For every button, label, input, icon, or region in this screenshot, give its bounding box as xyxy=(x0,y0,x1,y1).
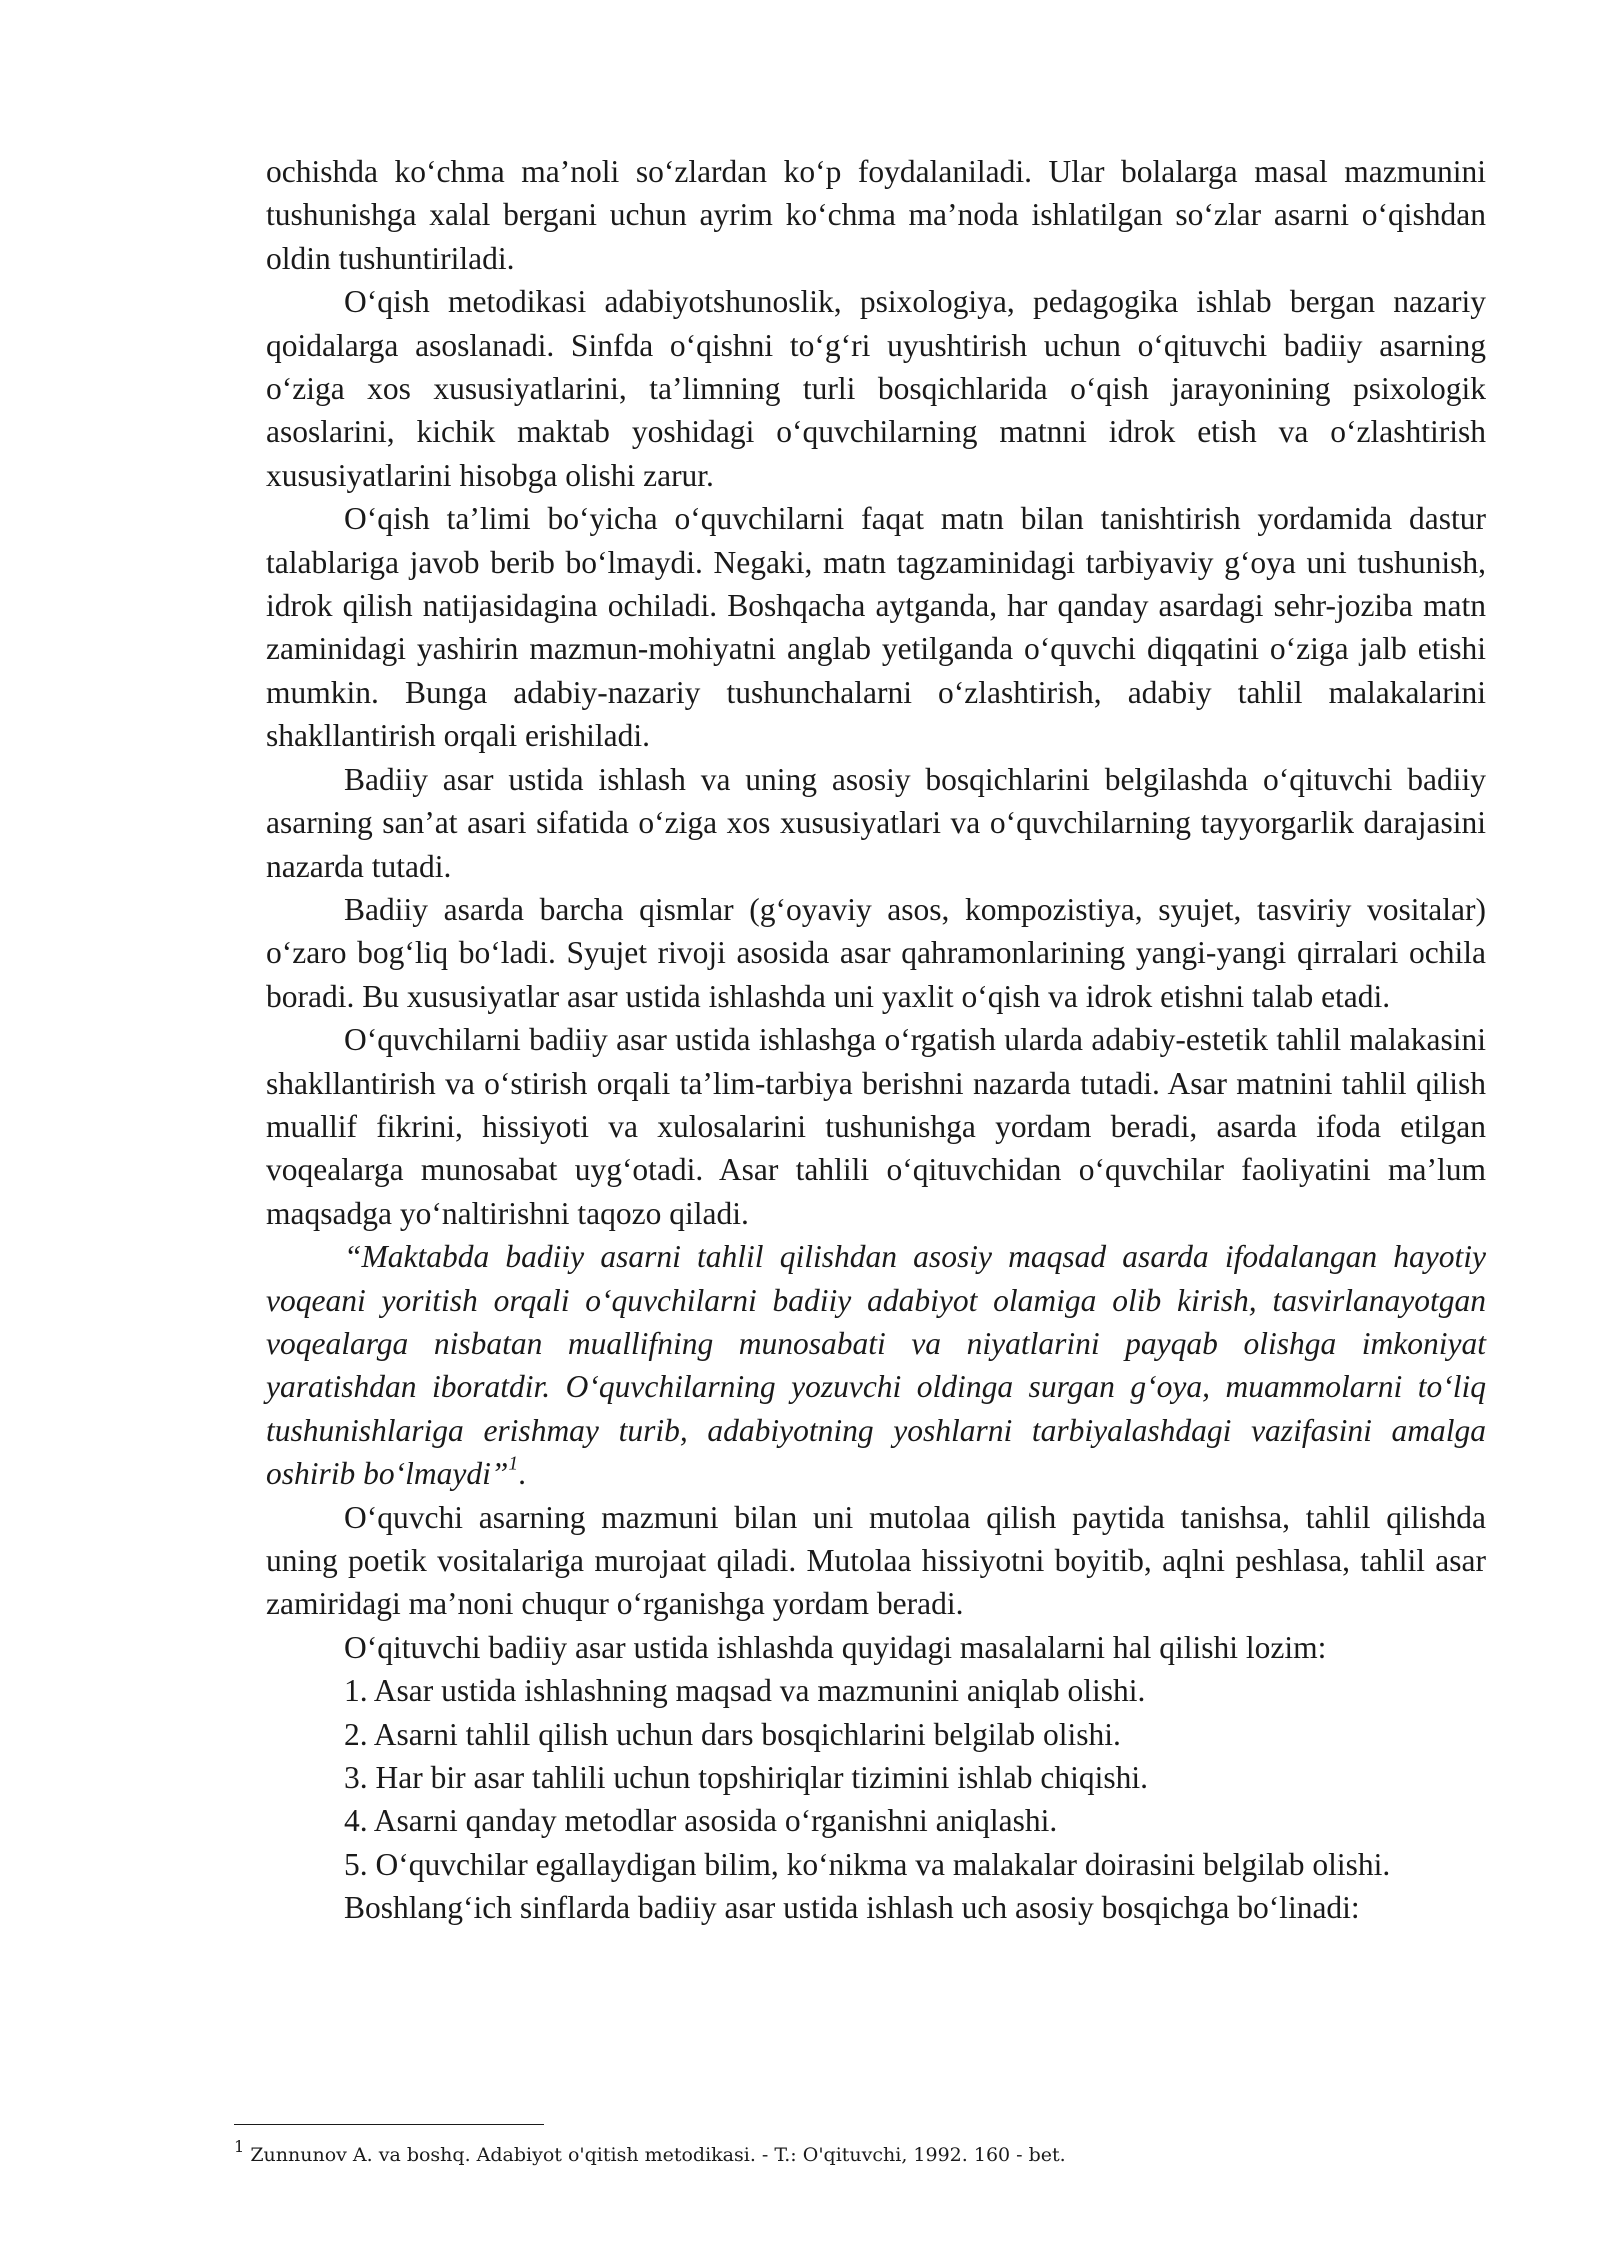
quote-end: . xyxy=(518,1456,527,1492)
paragraph-1: ochishda ko‘chma ma’noli so‘zlardan ko‘p foydalaniladi. Ular bolalarga masal mazmunini tushunishga xalal bergani uchun ayrim ko‘chma ma’noda ishlatilgan so‘zlar asarni o‘qishdan oldin tushuntiriladi. xyxy=(266,154,1486,276)
paragraph-5: Badiiy asarda barcha qismlar (g‘oyaviy asos, kompozistiya, syujet, tasviriy vositalar) o‘zaro bog‘liq bo‘ladi. Syujet rivoji asosida asar qahramonlarining yangi-yangi qirralari ochila boradi. Bu xususiyatlar asar ustida ishlashda uni yaxlit o‘qish va idrok etishni talab etadi. xyxy=(266,891,1486,1014)
quote-text: “Maktabda badiiy asarni tahlil qilishdan asosiy maqsad asarda ifodalangan hayotiy voqeani yoritish orqali o‘quvchilarni badiiy adabiyot olamiga olib kirish, tasvirlanayotgan voqealarga nisbatan muallifning munosabati va niyatlarini payqab olishga imkoniyat yaratishdan iboratdir. O‘quvchilarning yozuvchi oldinga surgan g‘oya, muammolarni to‘liq tushunishlariga erishmay turib, adabiyotning yoshlarni tarbiyalashdagi vazifasini amalga oshirib bo‘lmaydi” xyxy=(266,1239,1486,1492)
footnote-divider xyxy=(234,2124,544,2125)
footnote xyxy=(234,2137,1494,2168)
list-item-1: 1. Asar ustida ishlashning maqsad va mazmunini aniqlab olishi. xyxy=(344,1673,1146,1709)
list-item-4: 4. Asarni qanday metodlar asosida o‘rganishni aniqlashi. xyxy=(344,1803,1058,1839)
paragraph-6: O‘quvchilarni badiiy asar ustida ishlashga o‘rgatish ularda adabiy-estetik tahlil malakasini shakllantirish va o‘stirish orqali ta’lim-tarbiya berishni nazarda tutadi. Asar matnini tahlil qilish muallif fikrini, hissiyoti va xulosalarini tushunishga yordam beradi, asarda ifoda etilgan voqealarga munosabat uyg‘otadi. Asar tahlili o‘qituvchidan o‘quvchilar faoliyatini ma’lum maqsadga yo‘naltirishni taqozo qiladi. xyxy=(266,1022,1486,1231)
page-body xyxy=(266,150,1486,1930)
footnote-text: Zunnunov A. va boshq. Adabiyot o'qitish metodikasi. - T.: O'qituvchi, 1992. 160 - bet. xyxy=(250,2144,1066,2166)
footnote-mark: 1 xyxy=(234,2137,245,2157)
paragraph-4: Badiiy asar ustida ishlash va uning asosiy bosqichlarini belgilashda o‘qituvchi badiiy asarning san’at asari sifatida o‘ziga xos xususiyatlari va o‘quvchilarning tayyorgarlik darajasini nazarda tutadi. xyxy=(266,761,1486,884)
paragraph-9: Boshlang‘ich sinflarda badiiy asar ustida ishlash uch asosiy bosqichga bo‘linadi: xyxy=(344,1890,1360,1926)
list-item-3: 3. Har bir asar tahlili uchun topshiriqlar tizimini ishlab chiqishi. xyxy=(344,1760,1148,1796)
list-item-5: 5. O‘quvchilar egallaydigan bilim, ko‘nikma va malakalar doirasini belgilab olishi. xyxy=(344,1846,1391,1882)
list-item-2: 2. Asarni tahlil qilish uchun dars bosqichlarini belgilab olishi. xyxy=(344,1716,1121,1752)
quote-paragraph xyxy=(266,1235,1486,1495)
footnote-reference[interactable]: 1 xyxy=(508,1453,519,1475)
paragraph-7: O‘quvchi asarning mazmuni bilan uni mutolaa qilish paytida tanishsa, tahlil qilishda uning poetik vositalariga murojaat qiladi. Mutolaa hissiyotni boyitib, aqlni peshlasa, tahlil asar zamiridagi ma’noni chuqur o‘rganishga yordam beradi. xyxy=(266,1499,1486,1622)
paragraph-2: O‘qish metodikasi adabiyotshunoslik, psixologiya, pedagogika ishlab bergan nazariy qoidalarga asoslanadi. Sinfda o‘qishni to‘g‘ri uyushtirish uchun o‘qituvchi badiiy asarning o‘ziga xos xususiyatlarini, ta’limning turli bosqichlarida o‘qish jarayonining psixologik asoslarini, kichik maktab yoshidagi o‘quvchilarning matnni idrok etish va o‘zlashtirish xususiyatlarini hisobga olishi zarur. xyxy=(266,284,1486,493)
paragraph-3: O‘qish ta’limi bo‘yicha o‘quvchilarni faqat matn bilan tanishtirish yordamida dastur talablariga javob berib bo‘lmaydi. Negaki, matn tagzaminidagi tarbiyaviy g‘oya uni tushunish, idrok qilish natijasidagina ochiladi. Boshqacha aytganda, har qanday asardagi sehr-joziba matn zaminidagi yashirin mazmun-mohiyatni anglab yetilganda o‘quvchi diqqatini o‘ziga jalb etishi mumkin. Bunga adabiy-nazariy tushunchalarni o‘zlashtirish, adabiy tahlil malakalarini shakllantirish orqali erishiladi. xyxy=(266,501,1486,754)
paragraph-8: O‘qituvchi badiiy asar ustida ishlashda quyidagi masalalarni hal qilishi lozim: xyxy=(344,1629,1327,1665)
